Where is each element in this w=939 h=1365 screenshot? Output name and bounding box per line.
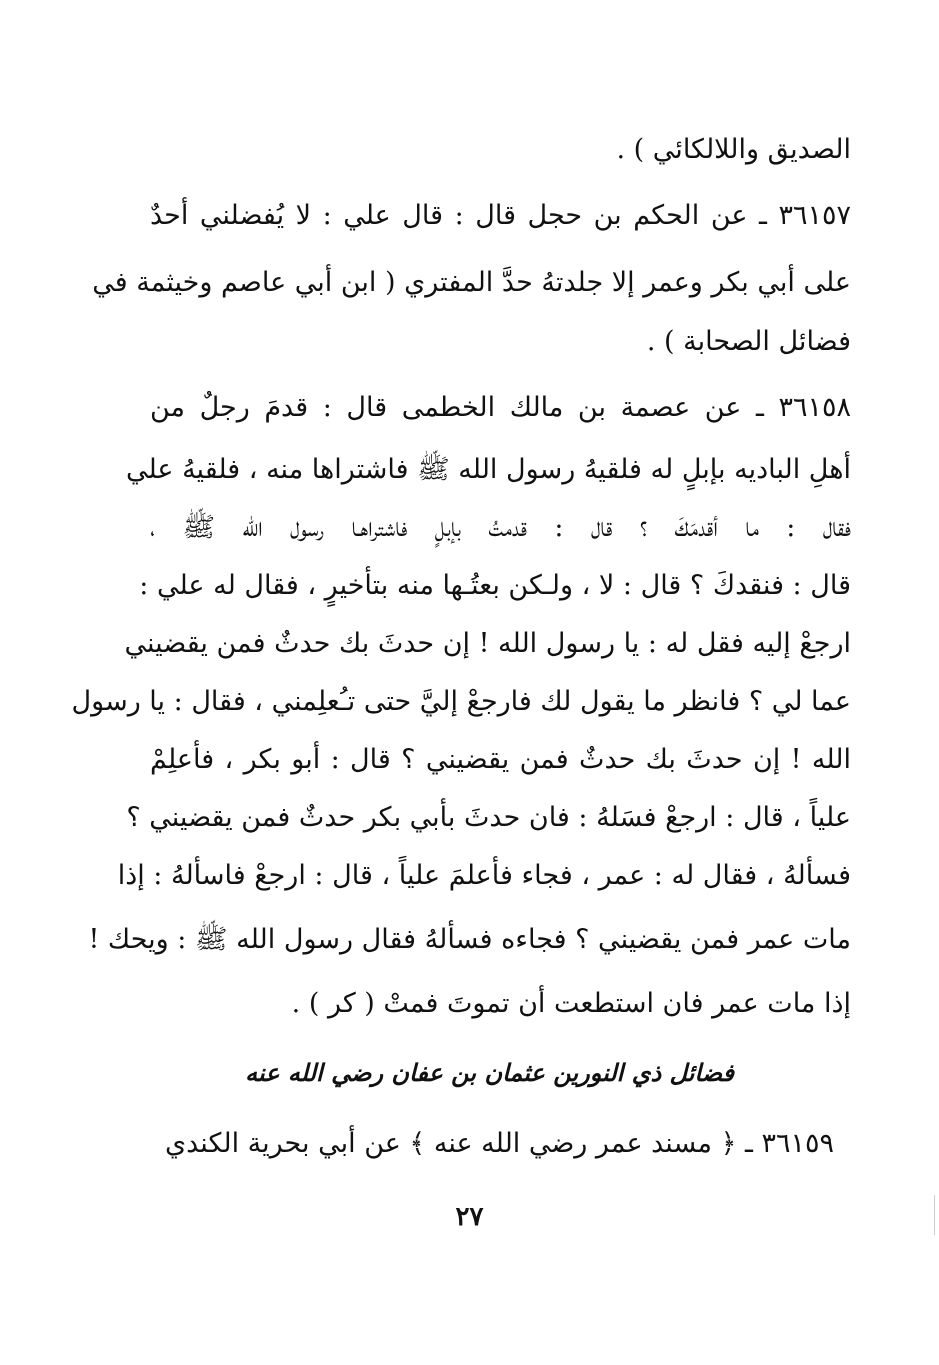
hadith-36158-line-8: علياً ، قال : ارجعْ فسَلهُ : فان حدثَ بأبي بكر حدثٌ فمن يقضيني ؟ <box>126 802 851 833</box>
continuation-line: الصديق واللالكائي ) . <box>616 134 851 165</box>
section-heading: فضائل ذي النورين عثمان بن عفان رضي الله عنه <box>245 1058 734 1087</box>
hadith-36157-line-2: على أبي بكر وعمر إلا جلدتهُ حدَّ المفتري ( ابن أبي عاصم وخيثمة في <box>92 267 851 298</box>
hadith-36158-line-3: فقال : ما أقدمَكَ ؟ قال : قدمتُ بإبلٍ فاشتراهـا رسول الله ﷺ ، <box>150 512 851 543</box>
hadith-36159-line-1: ٣٦١٥٩ ـ ﴿ مسند عمر رضي الله عنه ﴾ عن أبي بحرية الكندي <box>165 1128 834 1159</box>
hadith-36158-line-1: ٣٦١٥٨ ـ عن عصمة بن مالك الخطمى قال : قدمَ رجلٌ من <box>150 392 851 423</box>
hadith-36158-line-2: أهلِ الباديه بإبلٍ له فلقيهُ رسول الله ﷺ فاشتراها منه ، فلقيهُ علي <box>125 454 851 485</box>
hadith-36157-line-1: ٣٦١٥٧ ـ عن الحكم بن حجل قال : قال علي : لا يُفضلني أحدٌ <box>150 200 851 231</box>
page-number: ٢٧ <box>455 1202 484 1232</box>
hadith-36157-line-3: فضائل الصحابة ) . <box>646 326 851 357</box>
hadith-36158-line-6: عما لي ؟ فانظر ما يقول لك فارجعْ إليَّ حتى تـُعلِمني ، فقال : يا رسول <box>71 686 851 717</box>
hadith-36158-line-5: ارجعْ إليه فقل له : يا رسول الله ! إن حدثَ بك حدثٌ فمن يقضيني <box>124 628 851 659</box>
hadith-36158-line-4: قال : فنقدكَ ؟ قال : لا ، ولـكن بعتُـها منه بتأخيرٍ ، فقال له علي : <box>139 570 851 601</box>
hadith-36158-line-11: إذا مات عمر فان استطعت أن تموتَ فمتْ ( كر ) . <box>291 988 851 1019</box>
scan-edge-mark <box>932 1195 935 1235</box>
hadith-36158-line-10: مات عمر فمن يقضيني ؟ فجاءه فسألهُ فقال رسول الله ﷺ : ويحك ! <box>88 924 851 955</box>
hadith-36158-line-9: فسألهُ ، فقال له : عمر ، فجاء فأعلمَ علياً ، قال : ارجعْ فاسألهُ : إذا <box>117 860 851 891</box>
hadith-36158-line-7: الله ! إن حدثَ بك حدثٌ فمن يقضيني ؟ قال : أبو بكر ، فأعلِمْ <box>150 744 851 775</box>
